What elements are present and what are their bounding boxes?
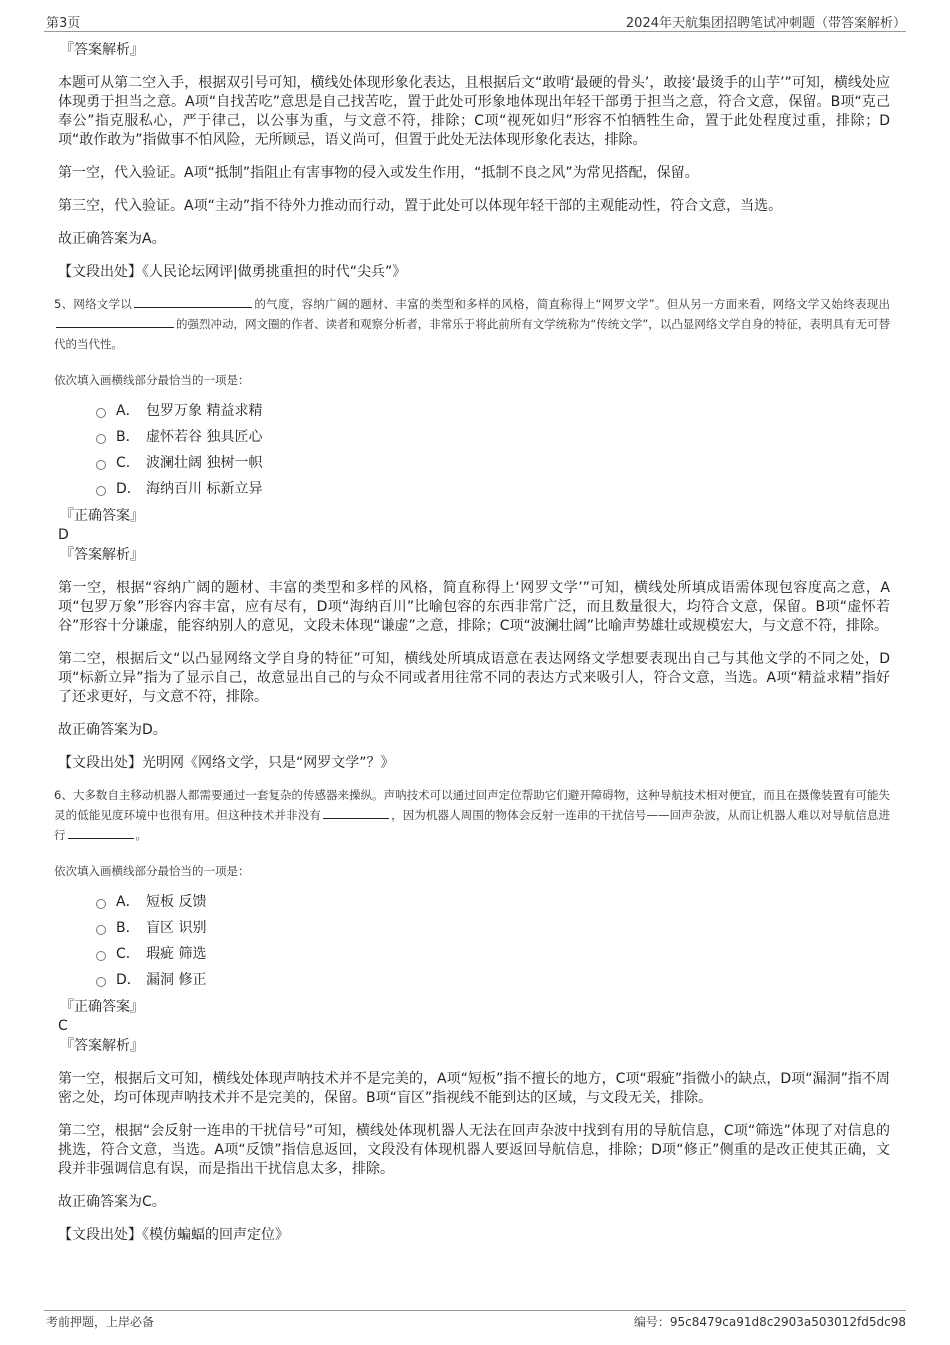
source-label: 【文段出处】 — [58, 755, 142, 771]
radio-icon[interactable] — [96, 486, 106, 496]
answer-blank — [56, 315, 174, 328]
document-title: 2024年天航集团招聘笔试冲刺题（带答案解析） — [625, 16, 906, 31]
option-b[interactable]: B． 虚怀若谷 独具匠心 — [96, 424, 890, 450]
correct-answer-label: 『正确答案』 — [60, 999, 144, 1015]
source-label: 【文段出处】 — [58, 1227, 142, 1243]
radio-icon[interactable] — [96, 460, 106, 470]
radio-icon[interactable] — [96, 408, 106, 418]
final-answer: 故正确答案为D。 — [58, 722, 167, 738]
header-divider — [44, 31, 906, 32]
analysis-paragraph: 第一空，根据后文可知，横线处体现声呐技术并不是完美的，A项“短板”指不擅长的地方，C项“瑕疵”指微小的缺点，D项“漏洞”指不周密之处，均可体现声呐技术并不是完美的，保留。B项“盲区”指视线不能到达的区域，与文段无关，排除。 — [58, 1071, 890, 1106]
correct-answer: D — [58, 527, 69, 543]
radio-icon[interactable] — [96, 977, 106, 987]
question-6-options — [96, 889, 890, 993]
question-instruction: 依次填入画横线部分最恰当的一项是： — [54, 373, 250, 387]
source-title: 《人民论坛网评|做勇挑重担的时代“尖兵”》 — [142, 264, 407, 280]
source-title: 光明网《网络文学，只是“网罗文学”？》 — [142, 755, 395, 771]
option-a[interactable]: A． 短板 反馈 — [96, 889, 890, 915]
radio-icon[interactable] — [96, 434, 106, 444]
option-c[interactable]: C． 波澜壮阔 独树一帜 — [96, 450, 890, 476]
radio-icon[interactable] — [96, 899, 106, 909]
page-content — [54, 40, 891, 1245]
final-answer: 故正确答案为A。 — [58, 231, 166, 247]
answer-blank — [134, 295, 252, 308]
answer-blank — [323, 806, 389, 819]
source-title: 《模仿蝙蝠的回声定位》 — [142, 1227, 289, 1243]
analysis-paragraph: 本题可从第二空入手，根据双引号可知，横线处体现形象化表达，且根据后文“敢啃‘最硬的骨头’，敢接‘最烫手的山芋’”可知，横线处应体现勇于担当之意。A项“自找苦吃”意思是自己找苦吃，置于此处可形象地体现出年轻干部勇于担当之意，符合文意，保留。B项“克己奉公”指克服私心，严于律己，以公事为重，与文意不符，排除；C项“视死如归”形容不怕牺牲生命，置于此处程度过重，排除；D项“敢作敢为”指做事不怕风险，无所顾忌，语义尚可，但置于此处无法体现形象化表达，排除。 — [58, 75, 890, 148]
page-number: 第3页 — [46, 16, 81, 31]
question-5-options — [96, 398, 890, 502]
option-c[interactable]: C． 瑕疵 筛选 — [96, 941, 890, 967]
option-d[interactable]: D． 海纳百川 标新立异 — [96, 476, 890, 502]
question-instruction: 依次填入画横线部分最恰当的一项是： — [54, 864, 250, 878]
question-6-stem: 6、大多数自主移动机器人都需要通过一套复杂的传感器来操纵。声呐技术可以通过回声定位帮助它们避开障碍物，这种导航技术相对便宜，而且在摄像装置有可能失灵的低能见度环境中也很有用。但这种技术并非没有 ，因为机器人周围的物体会反射一连串的干扰信号——回声杂波，从而让机器人难以对导航信息进行 。 — [54, 788, 891, 842]
document-code: 编号：95c8479ca91d8c2903a503012fd5dc98 — [633, 1315, 906, 1329]
radio-icon[interactable] — [96, 951, 106, 961]
analysis-paragraph: 第二空，根据“会反射一连串的干扰信号”可知，横线处体现机器人无法在回声杂波中找到有用的导航信息，C项“筛选”体现了对信息的挑选，符合文意，当选。A项“反馈”指信息返回，文段没有体现机器人要返回导航信息，排除；D项“修正”侧重的是改正使其正确，文段并非强调信息有误，而是指出干扰信息太多，排除。 — [58, 1123, 890, 1177]
final-answer: 故正确答案为C。 — [58, 1194, 166, 1210]
analysis-label: 『答案解析』 — [60, 547, 144, 563]
option-d[interactable]: D． 漏洞 修正 — [96, 967, 890, 993]
analysis-paragraph: 第一空，根据“容纳广阔的题材、丰富的类型和多样的风格，简直称得上‘网罗文学’”可知，横线处所填成语需体现包容度高之意，A项“包罗万象”形容内容丰富，应有尽有，D项“海纳百川”比喻包容的东西非常广泛，而且数量很大，均符合文意，保留。B项“虚怀若谷”形容十分谦虚，能容纳别人的意见，文段未体现“谦虚”之意，排除；C项“波澜壮阔”比喻声势雄壮或规模宏大，与文意不符，排除。 — [58, 580, 890, 634]
analysis-label: 『答案解析』 — [60, 42, 144, 58]
answer-blank — [68, 826, 134, 839]
question-5-stem: 5、网络文学以 的气度，容纳广阔的题材、丰富的类型和多样的风格，简直称得上“网罗文学”。但从另一方面来看，网络文学又始终表现出的强烈冲动，网文圈的作者、读者和观察分析者，非常乐于将此前所有文学统称为“传统文学”，以凸显网络文学自身的特征，表明具有无可替代的当代性。 — [54, 297, 890, 351]
option-b[interactable]: B． 盲区 识别 — [96, 915, 890, 941]
option-a[interactable]: A． 包罗万象 精益求精 — [96, 398, 890, 424]
analysis-paragraph: 第一空，代入验证。A项“抵制”指阻止有害事物的侵入或发生作用，“抵制不良之风”为常见搭配，保留。 — [58, 165, 699, 181]
source-citation — [58, 1226, 890, 1245]
source-label: 【文段出处】 — [58, 264, 142, 280]
footer-slogan: 考前押题，上岸必备 — [46, 1315, 155, 1329]
source-citation — [58, 263, 890, 282]
correct-answer: C — [58, 1018, 68, 1034]
source-citation — [58, 754, 890, 773]
analysis-paragraph: 第三空，代入验证。A项“主动”指不待外力推动而行动，置于此处可以体现年轻干部的主观能动性，符合文意，当选。 — [58, 198, 783, 214]
analysis-paragraph: 第二空，根据后文“以凸显网络文学自身的特征”可知，横线处所填成语意在表达网络文学想要表现出自己与其他文学的不同之处，D项“标新立异”指为了显示自己，故意显出自己的与众不同或者用往常不同的表达方式来吸引人，符合文意，当选。A项“精益求精”指好了还求更好，与文意不符，排除。 — [58, 651, 890, 705]
radio-icon[interactable] — [96, 925, 106, 935]
correct-answer-label: 『正确答案』 — [60, 508, 144, 524]
analysis-label: 『答案解析』 — [60, 1038, 144, 1054]
footer-divider — [44, 1310, 906, 1311]
